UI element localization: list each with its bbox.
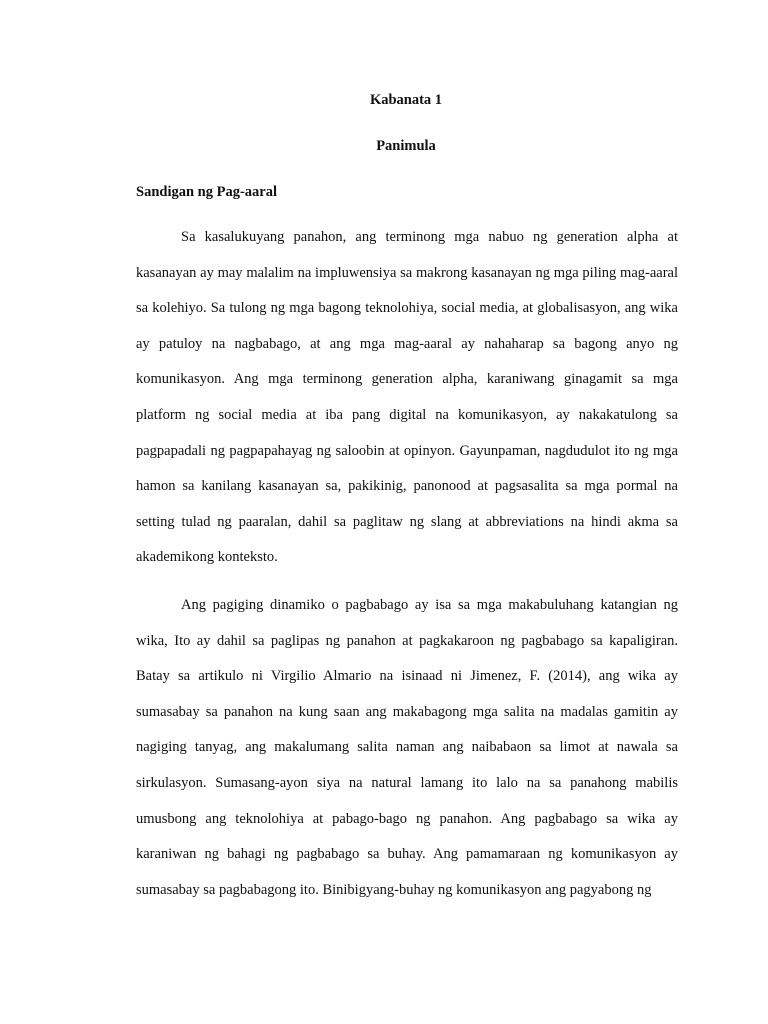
paragraph: Ang pagiging dinamiko o pagbabago ay isa sa mga makabuluhang katangian ng wika, Ito ay dahil sa paglipas ng panahon at pagkakaroon ng pagbabago sa kapaligiran. Batay sa artikulo ni Virgilio Almario na isinaad ni Jimenez, F. (2014), ang wika ay sumasabay sa panahon na kung saan ang makabagong mga salita na madalas gamitin ay nagiging tanyag, ang makalumang salita naman ang naibabaon sa limot at nawala sa sirkulasyon. Sumasang-ayon siya na natural lamang ito lalo na sa panahong mabilis umusbong ang teknolohiya at pabago-bago ng panahon. Ang pagbabago sa wika ay karaniwan ng bahagi ng pagbabago sa buhay. Ang pamamaraan ng komunikasyon ay sumasabay sa pagbabagong ito. Binibigyang-buhay ng komunikasyon ang pagyabong ng [136,597,678,898]
section-title: Panimula [376,138,436,154]
subheading: Sandigan ng Pag-aaral [136,184,277,200]
chapter-title: Kabanata 1 [369,92,443,108]
paragraph: Sa kasalukuyang panahon, ang terminong mga nabuo ng generation alpha at kasanayan ay may malalim na impluwensiya sa makrong kasanayan ng mga piling mag-aaral sa kolehiyo. Sa tulong ng mga bagong teknolohiya, social media, at globalisasyon, ang wika ay patuloy na nagbabago, at ang mga mag-aaral ay nahaharap sa bagong anyo ng komunikasyon. Ang mga terminong generation alpha, karaniwang ginagamit sa mga platform ng social media at iba pang digital na komunikasyon, ay nakakatulong sa pagpapadali ng pagpapahayag ng saloobin at opinyon. Gayunpaman, nagdudulot ito ng mga hamon sa kanilang kasanayan sa, pakikinig, panonood at pagsasalita sa mga pormal na setting tulad ng paaralan, dahil sa paglitaw ng slang at abbreviations na hindi akma sa akademikong konteksto. [136,229,678,566]
